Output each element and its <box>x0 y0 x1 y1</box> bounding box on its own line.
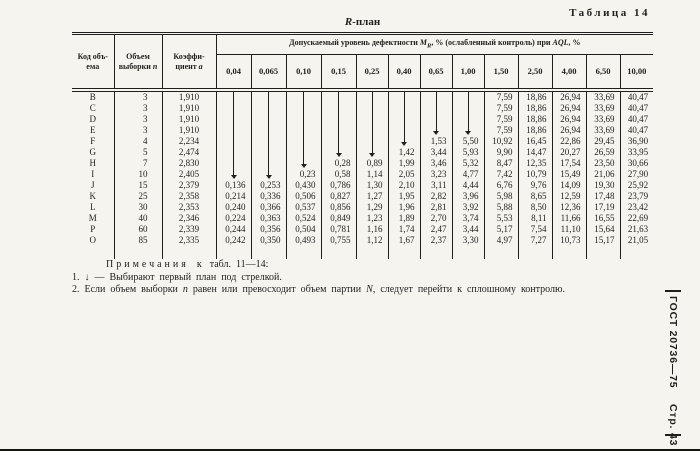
cell-value: 26,94 <box>552 125 586 136</box>
arrow-shaft <box>216 147 251 158</box>
cell-value: 2,05 <box>388 169 420 180</box>
table-row <box>72 224 653 235</box>
cell-value: 26,94 <box>552 103 586 114</box>
cell-coefficient: 2,346 <box>162 213 216 224</box>
arrow-shaft <box>388 90 420 103</box>
cell-coefficient: 2,474 <box>162 147 216 158</box>
cell-value: 8,50 <box>518 202 552 213</box>
cell-value: 18,86 <box>518 90 552 103</box>
cell-value: 0,786 <box>321 180 356 191</box>
cell-value: 15,17 <box>586 235 620 246</box>
cell-value: 17,19 <box>586 202 620 213</box>
column-tick <box>484 246 518 259</box>
cell-value: 0,23 <box>286 169 321 180</box>
arrow-shaft <box>321 90 356 103</box>
aql-column-header: 0,40 <box>388 55 420 91</box>
cell-sample-code: B <box>89 92 96 102</box>
cell-sample-code: O <box>89 235 96 245</box>
col-header-defect-level: Допускаемый уровень дефектности $M_R$, % (ослабленный контроль) при AQL, % <box>216 34 653 55</box>
down-arrow-icon <box>216 169 251 180</box>
arrow-shaft <box>452 114 484 125</box>
cell-value: 18,86 <box>518 103 552 114</box>
cell-value: 5,53 <box>484 213 518 224</box>
cell-value: 0,214 <box>216 191 251 202</box>
cell-value: 33,69 <box>586 114 620 125</box>
note-2: 2. Если объем выборки n равен или превосходит объем партии N, следует перейти к сплошному контролю. <box>72 284 565 295</box>
arrow-shaft <box>321 125 356 136</box>
cell-value: 0,755 <box>321 235 356 246</box>
column-tick <box>286 246 321 259</box>
cell-sample-code: J <box>90 180 95 190</box>
cell-value: 40,47 <box>620 114 653 125</box>
cell-coefficient: 2,379 <box>162 180 216 191</box>
arrow-shaft <box>321 103 356 114</box>
page-sidebar <box>665 290 681 447</box>
down-arrow-icon <box>420 125 452 136</box>
gost-number: ГОСТ 20736—75 <box>667 296 679 389</box>
cell-value: 0,336 <box>251 191 286 202</box>
cell-value: 1,23 <box>356 213 388 224</box>
cell-value: 1,53 <box>420 136 452 147</box>
cell-value: 1,95 <box>388 191 420 202</box>
column-tick <box>388 246 420 259</box>
cell-value: 40,47 <box>620 103 653 114</box>
cell-value: 6,76 <box>484 180 518 191</box>
aql-column-header: 4,00 <box>552 55 586 91</box>
table-row <box>72 136 653 147</box>
cell-coefficient: 2,405 <box>162 169 216 180</box>
cell-value: 8,65 <box>518 191 552 202</box>
column-tick <box>216 246 251 259</box>
cell-value: 7,59 <box>484 114 518 125</box>
cell-value: 5,50 <box>452 136 484 147</box>
cell-value: 15,49 <box>552 169 586 180</box>
cell-value: 3,23 <box>420 169 452 180</box>
cell-sample-code: D <box>89 114 96 124</box>
cell-sample-size: 85 <box>114 235 162 246</box>
cell-value: 26,94 <box>552 114 586 125</box>
cell-value: 5,32 <box>452 158 484 169</box>
cell-value: 4,77 <box>452 169 484 180</box>
cell-sample-code: K <box>89 191 96 201</box>
cell-value: 0,363 <box>251 213 286 224</box>
cell-value: 1,67 <box>388 235 420 246</box>
cell-value: 3,44 <box>452 224 484 235</box>
cell-value: 20,27 <box>552 147 586 158</box>
aql-column-header: 0,65 <box>420 55 452 91</box>
aql-column-header: 0,10 <box>286 55 321 91</box>
column-tick <box>420 246 452 259</box>
cell-sample-size: 4 <box>114 136 162 147</box>
cell-value: 2,81 <box>420 202 452 213</box>
cell-value: 0,253 <box>251 180 286 191</box>
cell-value: 14,09 <box>552 180 586 191</box>
down-arrow-icon <box>452 125 484 136</box>
table-row <box>72 147 653 158</box>
cell-sample-code: C <box>89 103 96 113</box>
header-row-top <box>72 34 653 55</box>
cell-sample-code: L <box>90 202 96 212</box>
cell-value: 0,89 <box>356 158 388 169</box>
down-arrow-icon <box>286 158 321 169</box>
cell-value: 1,96 <box>388 202 420 213</box>
cell-value: 1,89 <box>388 213 420 224</box>
cell-value: 12,36 <box>552 202 586 213</box>
cell-value: 4,44 <box>452 180 484 191</box>
cell-value: 3,92 <box>452 202 484 213</box>
arrow-shaft <box>356 103 388 114</box>
arrow-shaft <box>216 103 251 114</box>
cell-value: 27,90 <box>620 169 653 180</box>
arrow-shaft <box>420 90 452 103</box>
cell-sample-code: G <box>89 147 96 157</box>
arrow-shaft <box>251 158 286 169</box>
table-row <box>72 169 653 180</box>
cell-value: 7,59 <box>484 125 518 136</box>
plan-title: R-план <box>344 16 381 28</box>
page-number: Стр. 43 <box>667 404 679 447</box>
cell-coefficient: 2,335 <box>162 235 216 246</box>
cell-value: 40,47 <box>620 125 653 136</box>
arrow-shaft <box>216 90 251 103</box>
cell-sample-size: 3 <box>114 103 162 114</box>
cell-value: 0,244 <box>216 224 251 235</box>
cell-value: 11,66 <box>552 213 586 224</box>
column-tick <box>251 246 286 259</box>
column-tick <box>452 246 484 259</box>
arrow-shaft <box>216 125 251 136</box>
arrow-shaft <box>251 114 286 125</box>
cell-value: 5,98 <box>484 191 518 202</box>
column-tick <box>162 246 216 259</box>
cell-value: 0,856 <box>321 202 356 213</box>
cell-value: 1,74 <box>388 224 420 235</box>
column-tick <box>321 246 356 259</box>
cell-value: 10,92 <box>484 136 518 147</box>
cell-value: 0,430 <box>286 180 321 191</box>
notes-heading: Примечания к табл. 11—14: <box>106 259 269 270</box>
column-tick <box>620 246 653 259</box>
cell-sample-code: M <box>88 213 97 223</box>
table-row <box>72 235 653 246</box>
tick-row <box>72 246 653 259</box>
cell-value: 19,30 <box>586 180 620 191</box>
cell-value: 33,95 <box>620 147 653 158</box>
arrow-shaft <box>388 125 420 136</box>
cell-sample-size: 15 <box>114 180 162 191</box>
down-arrow-icon <box>388 136 420 147</box>
cell-value: 0,504 <box>286 224 321 235</box>
arrow-shaft <box>286 147 321 158</box>
cell-value: 8,11 <box>518 213 552 224</box>
cell-sample-size: 3 <box>114 125 162 136</box>
column-tick <box>518 246 552 259</box>
cell-value: 7,54 <box>518 224 552 235</box>
cell-value: 0,224 <box>216 213 251 224</box>
cell-value: 1,12 <box>356 235 388 246</box>
cell-value: 29,45 <box>586 136 620 147</box>
table-body <box>72 90 653 246</box>
cell-value: 33,69 <box>586 103 620 114</box>
arrow-shaft <box>321 114 356 125</box>
cell-value: 9,76 <box>518 180 552 191</box>
arrow-shaft <box>420 114 452 125</box>
table-row <box>72 158 653 169</box>
aql-column-header: 0,04 <box>216 55 251 91</box>
cell-sample-size: 25 <box>114 191 162 202</box>
cell-value: 0,58 <box>321 169 356 180</box>
cell-value: 0,827 <box>321 191 356 202</box>
cell-value: 22,69 <box>620 213 653 224</box>
cell-value: 1,30 <box>356 180 388 191</box>
arrow-shaft <box>286 114 321 125</box>
cell-value: 33,69 <box>586 90 620 103</box>
aql-column-header: 1,00 <box>452 55 484 91</box>
cell-value: 0,242 <box>216 235 251 246</box>
col-header-coefficient: Коэффи- циент a <box>162 34 216 91</box>
cell-value: 7,59 <box>484 103 518 114</box>
aql-column-header: 10,00 <box>620 55 653 91</box>
arrow-shaft <box>286 90 321 103</box>
cell-value: 0,506 <box>286 191 321 202</box>
cell-coefficient: 2,830 <box>162 158 216 169</box>
cell-value: 15,64 <box>586 224 620 235</box>
cell-value: 0,493 <box>286 235 321 246</box>
cell-value: 1,27 <box>356 191 388 202</box>
arrow-shaft <box>251 103 286 114</box>
cell-sample-code: P <box>90 224 96 234</box>
cell-value: 3,74 <box>452 213 484 224</box>
cell-sample-size: 5 <box>114 147 162 158</box>
down-arrow-icon <box>251 169 286 180</box>
cell-value: 17,48 <box>586 191 620 202</box>
arrow-shaft <box>286 125 321 136</box>
cell-value: 0,28 <box>321 158 356 169</box>
cell-value: 1,42 <box>388 147 420 158</box>
cell-value: 0,366 <box>251 202 286 213</box>
arrow-shaft <box>356 90 388 103</box>
table-row <box>72 180 653 191</box>
cell-value: 7,59 <box>484 90 518 103</box>
cell-coefficient: 2,358 <box>162 191 216 202</box>
aql-column-header: 0,065 <box>251 55 286 91</box>
cell-value: 18,86 <box>518 125 552 136</box>
sampling-plan-table <box>72 32 653 259</box>
cell-value: 23,42 <box>620 202 653 213</box>
down-arrow-icon <box>356 147 388 158</box>
cell-value: 40,47 <box>620 90 653 103</box>
cell-value: 5,93 <box>452 147 484 158</box>
col-header-sample-size: Объем выборки n <box>114 34 162 91</box>
cell-value: 2,82 <box>420 191 452 202</box>
arrow-shaft <box>216 114 251 125</box>
cell-value: 0,849 <box>321 213 356 224</box>
cell-value: 3,30 <box>452 235 484 246</box>
arrow-shaft <box>388 114 420 125</box>
arrow-shaft <box>251 136 286 147</box>
cell-value: 0,136 <box>216 180 251 191</box>
cell-value: 0,781 <box>321 224 356 235</box>
cell-coefficient: 2,234 <box>162 136 216 147</box>
cell-coefficient: 1,910 <box>162 90 216 103</box>
cell-value: 2,10 <box>388 180 420 191</box>
cell-sample-size: 7 <box>114 158 162 169</box>
cell-value: 2,70 <box>420 213 452 224</box>
aql-column-header: 0,25 <box>356 55 388 91</box>
cell-sample-size: 10 <box>114 169 162 180</box>
cell-value: 23,79 <box>620 191 653 202</box>
cell-sample-code: H <box>89 158 96 168</box>
cell-value: 1,16 <box>356 224 388 235</box>
column-tick <box>72 246 114 259</box>
col-header-code: Код объ- ема <box>72 34 114 91</box>
cell-value: 0,350 <box>251 235 286 246</box>
cell-value: 16,55 <box>586 213 620 224</box>
cell-value: 0,240 <box>216 202 251 213</box>
cell-value: 10,79 <box>518 169 552 180</box>
cell-value: 12,35 <box>518 158 552 169</box>
cell-value: 14,47 <box>518 147 552 158</box>
arrow-shaft <box>286 136 321 147</box>
aql-column-header: 0,15 <box>321 55 356 91</box>
arrow-shaft <box>452 90 484 103</box>
table-row <box>72 114 653 125</box>
cell-value: 11,10 <box>552 224 586 235</box>
cell-value: 16,45 <box>518 136 552 147</box>
cell-value: 4,97 <box>484 235 518 246</box>
cell-value: 5,88 <box>484 202 518 213</box>
cell-value: 7,27 <box>518 235 552 246</box>
cell-value: 3,46 <box>420 158 452 169</box>
aql-column-header: 1,50 <box>484 55 518 91</box>
arrow-shaft <box>356 114 388 125</box>
column-tick <box>114 246 162 259</box>
cell-value: 33,69 <box>586 125 620 136</box>
cell-value: 0,537 <box>286 202 321 213</box>
cell-value: 21,63 <box>620 224 653 235</box>
table-number: Таблица 14 <box>569 7 650 19</box>
column-tick <box>356 246 388 259</box>
arrow-shaft <box>321 136 356 147</box>
down-arrow-icon: ↓ <box>84 271 90 283</box>
notes <box>72 259 658 297</box>
arrow-shaft <box>356 136 388 147</box>
arrow-shaft <box>356 125 388 136</box>
arrow-shaft <box>388 103 420 114</box>
cell-value: 21,05 <box>620 235 653 246</box>
cell-value: 21,06 <box>586 169 620 180</box>
cell-sample-code: F <box>90 136 96 146</box>
cell-value: 17,54 <box>552 158 586 169</box>
cell-sample-code: I <box>91 169 95 179</box>
down-arrow-icon <box>321 147 356 158</box>
cell-value: 3,11 <box>420 180 452 191</box>
cell-value: 23,50 <box>586 158 620 169</box>
note-1: 1. ↓ — Выбирают первый план под стрелкой. <box>72 271 282 283</box>
cell-value: 22,86 <box>552 136 586 147</box>
arrow-shaft <box>251 90 286 103</box>
table-row <box>72 213 653 224</box>
arrow-shaft <box>251 125 286 136</box>
cell-value: 0,356 <box>251 224 286 235</box>
cell-value: 18,86 <box>518 114 552 125</box>
cell-sample-size: 40 <box>114 213 162 224</box>
table-row <box>72 202 653 213</box>
cell-coefficient: 2,339 <box>162 224 216 235</box>
cell-value: 2,47 <box>420 224 452 235</box>
table-row <box>72 191 653 202</box>
aql-column-header: 6,50 <box>586 55 620 91</box>
cell-value: 25,92 <box>620 180 653 191</box>
cell-coefficient: 1,910 <box>162 103 216 114</box>
column-tick <box>586 246 620 259</box>
arrow-shaft <box>251 147 286 158</box>
aql-column-header: 2,50 <box>518 55 552 91</box>
cell-value: 1,99 <box>388 158 420 169</box>
cell-sample-size: 3 <box>114 90 162 103</box>
cell-value: 9,90 <box>484 147 518 158</box>
cell-coefficient: 2,353 <box>162 202 216 213</box>
table-row <box>72 90 653 103</box>
cell-coefficient: 1,910 <box>162 114 216 125</box>
table-row <box>72 125 653 136</box>
arrow-shaft <box>216 136 251 147</box>
cell-value: 5,17 <box>484 224 518 235</box>
arrow-shaft <box>452 103 484 114</box>
cell-value: 8,47 <box>484 158 518 169</box>
cell-sample-size: 30 <box>114 202 162 213</box>
arrow-shaft <box>420 103 452 114</box>
cell-value: 3,44 <box>420 147 452 158</box>
cell-value: 7,42 <box>484 169 518 180</box>
cell-sample-size: 3 <box>114 114 162 125</box>
table-row <box>72 103 653 114</box>
cell-value: 12,59 <box>552 191 586 202</box>
cell-value: 10,73 <box>552 235 586 246</box>
arrow-shaft <box>286 103 321 114</box>
cell-sample-size: 60 <box>114 224 162 235</box>
cell-value: 36,90 <box>620 136 653 147</box>
cell-coefficient: 1,910 <box>162 125 216 136</box>
arrow-shaft <box>216 158 251 169</box>
cell-sample-code: E <box>90 125 96 135</box>
column-tick <box>552 246 586 259</box>
cell-value: 26,94 <box>552 90 586 103</box>
cell-value: 1,14 <box>356 169 388 180</box>
cell-value: 1,29 <box>356 202 388 213</box>
cell-value: 0,524 <box>286 213 321 224</box>
cell-value: 30,66 <box>620 158 653 169</box>
cell-value: 3,96 <box>452 191 484 202</box>
cell-value: 26,59 <box>586 147 620 158</box>
cell-value: 2,37 <box>420 235 452 246</box>
